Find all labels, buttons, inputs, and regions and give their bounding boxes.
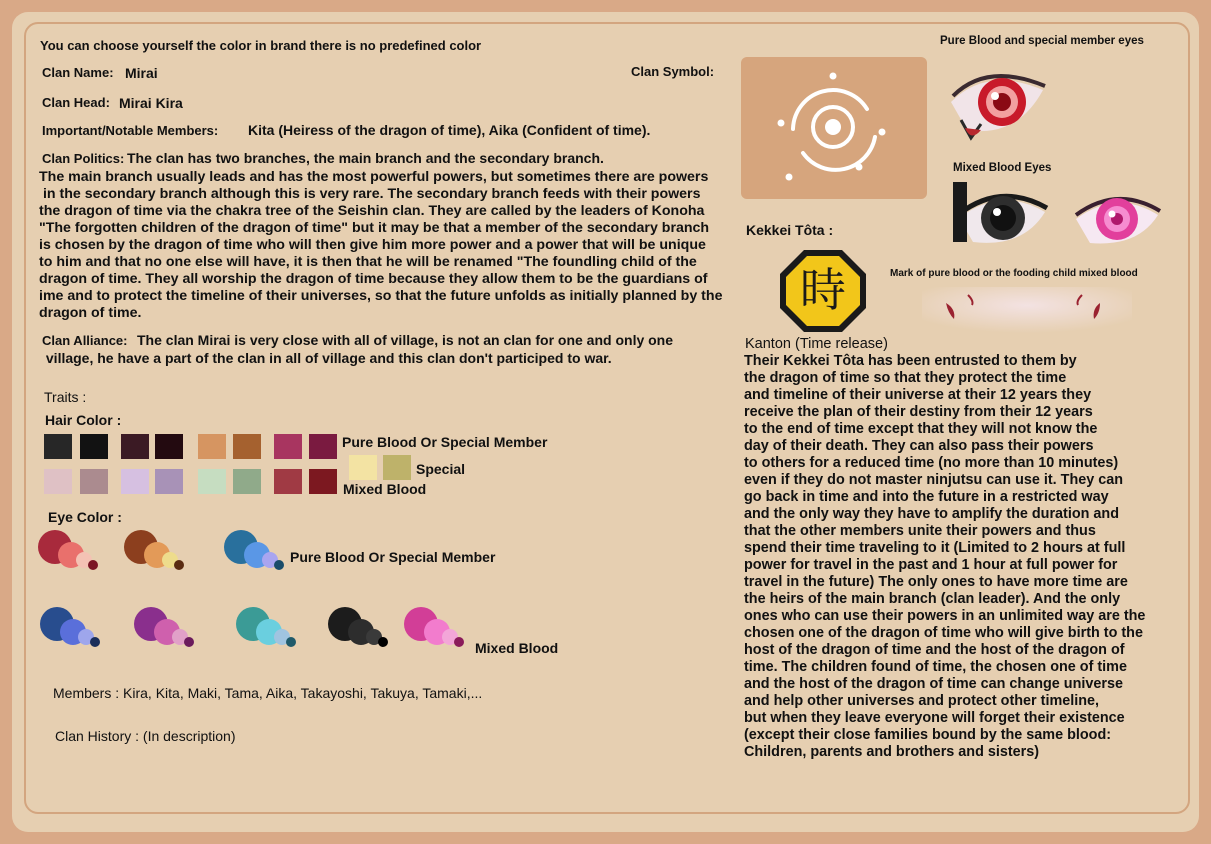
clan-symbol	[741, 57, 927, 199]
traits-label: Traits :	[44, 389, 87, 405]
notable-members-label: Important/Notable Members:	[42, 123, 219, 138]
kekkei-line: spend their time traveling to it (Limited to 2 hours at full	[744, 540, 1126, 556]
hair-swatch-pure	[274, 434, 302, 459]
hair-swatch-pure	[80, 434, 108, 459]
kekkei-line: and help other universes and protect other timeline,	[744, 693, 1100, 709]
hair-swatch-mixed	[309, 469, 337, 494]
clan-alliance-label: Clan Alliance:	[42, 333, 128, 348]
hair-swatch-mixed	[155, 469, 183, 494]
kekkei-line: the dragon of time so that they protect the time	[744, 370, 1067, 386]
eye-pure-label: Pure Blood Or Special Member	[290, 549, 496, 565]
kekkei-line: and the host of the dragon of time can change universe	[744, 676, 1124, 692]
hair-swatch-pure	[233, 434, 261, 459]
clan-politics-first-line: The clan has two branches, the main branch and the secondary branch.	[127, 150, 604, 166]
politics-line: in the secondary branch although this is very rare. The secondary branch feeds with their powers	[39, 186, 701, 202]
hair-swatch-special	[349, 455, 377, 480]
time-kanji: 時	[800, 263, 846, 317]
clan-alliance-first-line: The clan Mirai is very close with all of village, is not an clan for one and only one	[137, 332, 674, 348]
kekkei-description	[744, 353, 1145, 761]
eye-color-dot	[274, 560, 284, 570]
kekkei-name: Kanton (Time release)	[745, 336, 888, 352]
politics-line: "The forgotten children of the dragon of time" but it may be that a member of the secondary branch	[39, 220, 710, 236]
eye-color-dot	[184, 637, 194, 647]
kekkei-line: and timeline of their universe at their 12 years they	[744, 387, 1092, 403]
hair-swatch-mixed	[274, 469, 302, 494]
kekkei-line: but when they leave everyone will forget their existence	[744, 710, 1125, 726]
eye-color-label: Eye Color :	[48, 509, 122, 525]
clan-symbol-label: Clan Symbol:	[631, 64, 715, 79]
eye-mixed-label: Mixed Blood	[475, 640, 559, 656]
clan-symbol-emblem-icon	[741, 57, 927, 199]
kekkei-line: Their Kekkei Tôta has been entrusted to them by	[744, 353, 1077, 369]
politics-line: is chosen by the dragon of time who will then give him more power and a power that will be unique	[39, 237, 706, 253]
hair-mixed-label: Mixed Blood	[343, 481, 427, 497]
eye-color-dot	[378, 637, 388, 647]
kekkei-line: time. The children found of time, the chosen one of time	[744, 659, 1127, 675]
blood-mark-icon	[922, 287, 1132, 333]
kekkei-line: even if they do not master ninjutsu can use it. They can	[744, 472, 1124, 488]
eye-color-dot	[454, 637, 464, 647]
time-kanji-emblem	[778, 248, 868, 334]
color-note: You can choose yourself the color in brand there is no predefined color	[40, 38, 482, 53]
mixed-blood-eye-pink-icon	[1072, 185, 1162, 253]
pure-eyes-label: Pure Blood and special member eyes	[940, 35, 1144, 47]
hair-pure-label: Pure Blood Or Special Member	[342, 434, 548, 450]
kekkei-line: to the end of time except that they will not know the	[744, 421, 1098, 437]
clan-politics-label: Clan Politics:	[42, 151, 125, 166]
politics-line: ime and to protect the timeline of their universes, so that the future unfolds as initially planned by the	[39, 288, 723, 304]
politics-line: dragon of time. They all worship the dragon of time because they allow them to be the guardians of	[39, 271, 708, 287]
politics-line: The main branch usually leads and has the most powerful powers, but sometimes there are powers	[39, 169, 709, 185]
clan-head-value: Mirai Kira	[119, 95, 183, 111]
kekkei-label: Kekkei Tôta :	[746, 222, 834, 238]
clan-name-value: Mirai	[125, 65, 158, 81]
hair-swatch-pure	[309, 434, 337, 459]
clan-history: Clan History : (In description)	[55, 728, 236, 744]
kekkei-line: Children, parents and brothers and sisters)	[744, 744, 1040, 760]
hair-swatch-mixed	[44, 469, 72, 494]
hair-color-label: Hair Color :	[45, 412, 122, 428]
members-list: Members : Kira, Kita, Maki, Tama, Aika, Takayoshi, Takuya, Tamaki,...	[53, 685, 483, 701]
eye-color-dot	[88, 560, 98, 570]
clan-alliance-second-line: village, he have a part of the clan in all of village and this clan don't participed to war.	[42, 350, 612, 366]
notable-members-value: Kita (Heiress of the dragon of time), Aika (Confident of time).	[248, 122, 651, 138]
kekkei-line: go back in time and into the future in a restricted way	[744, 489, 1109, 505]
kekkei-line: and the only way they have to amplify the duration and	[744, 506, 1120, 522]
politics-line: to him and that no one else will have, it is then that he will be renamed "The foundling child of the	[39, 254, 697, 270]
politics-line: the dragon of time via the chakra tree of the Seishin clan. They are called by the leaders of Konoha	[39, 203, 705, 219]
hair-swatch-pure	[198, 434, 226, 459]
hair-swatch-mixed	[80, 469, 108, 494]
kekkei-line: (except their close families bound by the same blood:	[744, 727, 1112, 743]
pure-blood-eye-icon	[947, 60, 1047, 150]
hair-special-label: Special	[416, 461, 466, 477]
kekkei-line: power for travel in the past and 1 hour at full power for	[744, 557, 1118, 573]
clan-head-label: Clan Head:	[42, 95, 110, 110]
kekkei-line: receive the plan of their destiny from their 12 years	[744, 404, 1093, 420]
kekkei-line: that the other members unite their powers and thus	[744, 523, 1096, 539]
kekkei-line: chosen one of the dragon of time who will give birth to the	[744, 625, 1143, 641]
mixed-blood-eye-dark-icon	[953, 182, 1049, 254]
kekkei-line: ones who can use their powers in an unlimited way are the	[744, 608, 1146, 624]
kekkei-line: travel in the future) The only ones to have more time are	[744, 574, 1128, 590]
mixed-eyes-label: Mixed Blood Eyes	[953, 162, 1052, 174]
kekkei-line: day of their death. They can also pass their powers	[744, 438, 1094, 454]
kekkei-line: the heirs of the main branch (clan leader). And the only	[744, 591, 1121, 607]
mark-label: Mark of pure blood or the fooding child mixed blood	[890, 268, 1138, 279]
kekkei-line: to others for a reduced time (no more than 10 minutes)	[744, 455, 1119, 471]
hair-swatch-special	[383, 455, 411, 480]
hair-swatch-mixed	[233, 469, 261, 494]
hair-swatch-pure	[44, 434, 72, 459]
hair-swatch-mixed	[198, 469, 226, 494]
eye-color-dot	[286, 637, 296, 647]
kekkei-line: host of the dragon of time and the host of the dragon of	[744, 642, 1125, 658]
hair-swatch-pure	[121, 434, 149, 459]
clan-politics-text	[39, 169, 722, 322]
clan-name-label: Clan Name:	[42, 65, 114, 80]
hair-swatch-mixed	[121, 469, 149, 494]
eye-color-dot	[174, 560, 184, 570]
politics-line: dragon of time.	[39, 305, 142, 321]
eye-color-dot	[90, 637, 100, 647]
hair-swatch-pure	[155, 434, 183, 459]
